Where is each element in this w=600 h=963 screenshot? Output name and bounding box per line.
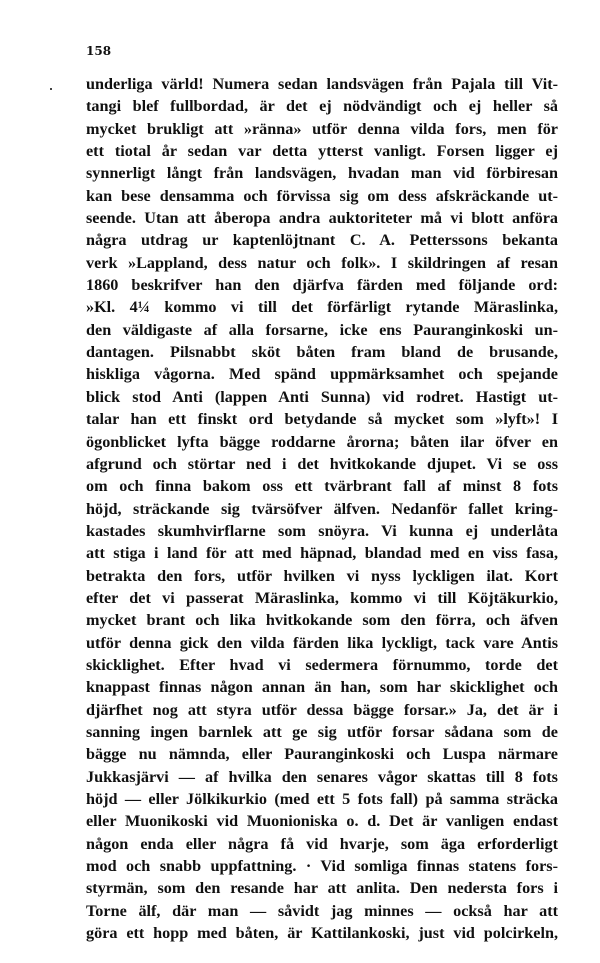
text-line: några utdrag ur kaptenlöjtnant C. A. Petterssons bekanta (86, 231, 558, 250)
text-line: »Kl. 4¼ kommo vi till det förfärligt rytande Märaslinka, (86, 298, 558, 317)
text-line: synnerligt långt från landsvägen, hvadan man vid förbiresan (86, 164, 558, 183)
text-line: afgrund och störtar ned i det hvitkokande djupet. Vi se oss (86, 454, 558, 473)
text-line: hiskliga vågorna. Med spänd uppmärksamhet och spejande (86, 365, 558, 384)
text-line: kastades skumhvirflarne som snöyra. Vi kunna ej underlåta (86, 521, 558, 540)
text-line: mycket brukligt att »ränna» utför denna vilda fors, men för (86, 119, 558, 138)
text-line: utför denna gick den vilda färden lika lyckligt, tack vare Antis (86, 633, 558, 652)
text-line: 1860 beskrifver han den djärfva färden med följande ord: (86, 276, 558, 295)
text-line: ögonblicket lyfta bägge roddarne årorna; båten ilar öfver en (86, 432, 558, 451)
text-line: Torne älf, där man — såvidt jag minnes — också har att (86, 901, 558, 920)
text-line: efter det vi passerat Märaslinka, kommo vi till Köjtäkurkio, (86, 588, 558, 607)
text-line: talar han ett finskt ord betydande så mycket som »lyft»! I (86, 410, 558, 429)
text-line: styrmän, som den resande har att anlita. Den nedersta fors i (86, 879, 558, 898)
text-line: kan bese densamma och förvissa sig om dess afskräckande ut- (86, 186, 558, 205)
text-line: djärfhet nog att styra utför dessa bägge forsar.» Ja, det är i (86, 700, 558, 719)
text-line: om och finna bakom oss ett tvärbrant fall af minst 8 fots (86, 477, 558, 496)
text-line: bägge nu nämnda, eller Pauranginkoski och Luspa närmare (86, 745, 558, 764)
text-line: verk »Lappland, dess natur och folk». I skildringen af resan (86, 253, 558, 272)
text-line: underliga värld! Numera sedan landsvägen från Pajala till Vit- (86, 75, 558, 93)
page-number: 158 (86, 44, 112, 58)
text-line: knappast finnas någon annan än han, som har skicklighet och (86, 678, 558, 697)
text-line: mod och snabb uppfattning. · Vid somliga finnas statens fors- (86, 857, 558, 876)
text-line: Jukkasjärvi — af hvilka den senares vågor skattas till 8 fots (86, 767, 558, 786)
text-line: dantagen. Pilsnabbt sköt båten fram bland de brusande, (86, 343, 558, 362)
text-line: eller Muonikoski vid Muoniоniska o. d. Det är vanligen endast (86, 812, 558, 831)
text-line: seende. Utan att åberopa andra auktoriteter må vi blott anföra (86, 209, 558, 228)
text-line: göra ett hopp med båten, är Kattilankoski, just vid polcirkeln, (86, 924, 558, 943)
text-line: att stiga i land för att med häpnad, blandad med en viss fasa, (86, 544, 558, 563)
text-line: höjd, sträckande sig tvärsöfver älfven. Nedanför fallet kring- (86, 499, 558, 518)
text-line: mycket brant och lika hvitkokande som den förra, och äfven (86, 611, 558, 630)
text-line: tangi blef fullbordad, är det ej nödvändigt och ej heller så (86, 97, 558, 116)
text-line: blick stod Anti (lappen Anti Sunna) vid rodret. Hastigt ut- (86, 387, 558, 406)
text-line: ett tiotal år sedan var detta ytterst vanligt. Forsen ligger ej (86, 142, 558, 161)
body-text (86, 73, 558, 944)
text-line: betrakta den fors, utför hvilken vi nyss lyckligen ilat. Kort (86, 566, 558, 585)
text-line: någon enda eller några få vid hvarje, som äga erforderligt (86, 834, 558, 853)
text-line: skicklighet. Efter hvad vi sedermera förnummo, torde det (86, 655, 558, 674)
text-line: sanning ingen barnlek att ge sig utför forsar sådana som de (86, 722, 558, 741)
stray-mark (50, 88, 52, 90)
text-line: den väldigaste af alla forsarne, icke ens Pauranginkoski un- (86, 320, 558, 339)
text-line: höjd — eller Jölkikurkio (med ett 5 fots fall) på samma sträcka (86, 790, 558, 808)
